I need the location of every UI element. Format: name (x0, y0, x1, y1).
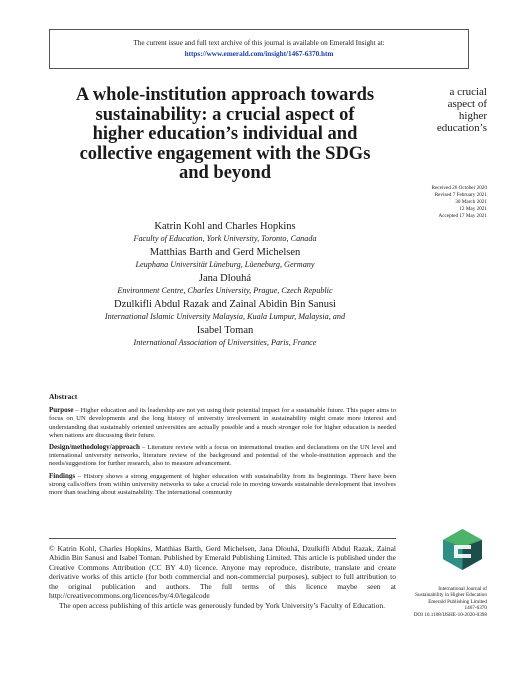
author-names: Dzulkifli Abdul Razak and Zainal Abidin Bin Sanusi (114, 299, 336, 310)
author-affiliation: International Islamic University Malaysia, Kuala Lumpur, Malaysia, and (104, 312, 346, 321)
publisher-name: Emerald Publishing Limited (428, 598, 487, 605)
running-head-line-1: a crucial (449, 86, 487, 98)
author-names: Katrin Kohl and Charles Hopkins (154, 221, 296, 232)
running-head-line-4: education’s (436, 122, 487, 134)
running-head (397, 86, 487, 134)
funding-note: The open access publishing of this article was generously funded by York University’s Faculty of Education. (59, 601, 385, 611)
design-label: Design/methodology/approach (49, 443, 140, 452)
abstract-section (49, 393, 396, 500)
license-text: © Katrin Kohl, Charles Hopkins, Matthias Barth, Gerd Michelsen, Jana Dlouhá, Dzulkifli Abdul Razak, Zainal Abidin Bin Sanusi and Isabel Toman. Published by Emerald Publishing Limited. This article is published under the Creative Commons Attribution (CC BY 4.0) licence. Anyone may reproduce, distribute, translate and create derivative works of this article (for both commercial and non-commercial purposes), subject to full attribution to the original publication and authors. The full terms of this licence maybe seen at http://creativecommons.org/licences/by/4.0/legalcode (49, 544, 396, 601)
journal-name-line-2: Sustainability in Higher Education (415, 592, 487, 599)
running-head-line-2: aspect of (447, 98, 487, 110)
abstract-purpose (49, 406, 396, 440)
license-footnote (49, 544, 396, 612)
author-affiliation: Leuphana Universität Lüneburg, Lüeneburg, Germany (135, 260, 315, 269)
design-text: – Literature review with a focus on international treaties and declarations on the UN level and international university networks, literature review of the background and potential of the whole-institution approach and the needs/suggestions for further research, also to measure advancement. (49, 444, 396, 468)
purpose-label: Purpose (49, 406, 74, 415)
journal-info (392, 586, 487, 618)
received-date: Received 26 October 2020 (431, 185, 487, 191)
abstract-design (49, 443, 396, 469)
access-notice-text: The current issue and full text archive of this journal is available on Emerald Insight at: (133, 39, 385, 47)
article-dates (377, 185, 487, 220)
author-affiliation: Faculty of Education, York University, Toronto, Canada (133, 234, 317, 243)
accepted-date: Accepted 17 May 2021 (438, 213, 487, 219)
author-names: Matthias Barth and Gerd Michelsen (149, 247, 301, 258)
abstract-findings (49, 472, 396, 498)
author-affiliation: International Association of Universities, Paris, France (133, 338, 317, 347)
journal-issn: 1467-6370 (464, 605, 487, 612)
author-names: Jana Dlouhá (198, 273, 252, 284)
author-names: Isabel Toman (196, 325, 254, 336)
publisher-logo-icon (440, 527, 485, 572)
author-affiliation: Environment Centre, Charles University, Prague, Czech Republic (117, 286, 333, 295)
footnote-divider (49, 538, 396, 539)
article-title: A whole-institution approach towards sustainability: a crucial aspect of higher education’s individual and collective engagement with the SDGs and beyond (75, 85, 375, 184)
findings-label: Findings (49, 471, 76, 480)
abstract-heading: Abstract (49, 392, 78, 401)
revised-date-3: 12 May 2021 (459, 206, 487, 212)
running-head-line-3: higher (458, 110, 487, 122)
findings-text: – History shows a strong engagement of higher education with sustainability from its beginnings. There have been strong calls/offers from within university networks to take a crucial role in moving towards sustainable development that involves more than teaching about sustainability. The international community (49, 472, 396, 497)
journal-url-link[interactable]: https://www.emerald.com/insight/1467-6370.htm (184, 50, 334, 58)
revised-date: Revised 7 February 2021 (434, 192, 487, 198)
revised-date-2: 30 March 2021 (455, 199, 487, 205)
article-doi: DOI 10.1108/IJSHE-10-2020-0398 (413, 611, 487, 618)
journal-name-line-1: International Journal of (438, 586, 487, 592)
author-block (40, 220, 410, 350)
access-notice-box (49, 29, 469, 69)
purpose-text: – Higher education and its leadership are not yet using their potential impact for a sustainable future. This paper aims to focus on UN developments and the long history of university involvement in sustainability might create more interest and understanding that sustainably oriented universities are actually possible and a much stronger role for higher education is needed when nations are discussing their future. (49, 407, 396, 439)
